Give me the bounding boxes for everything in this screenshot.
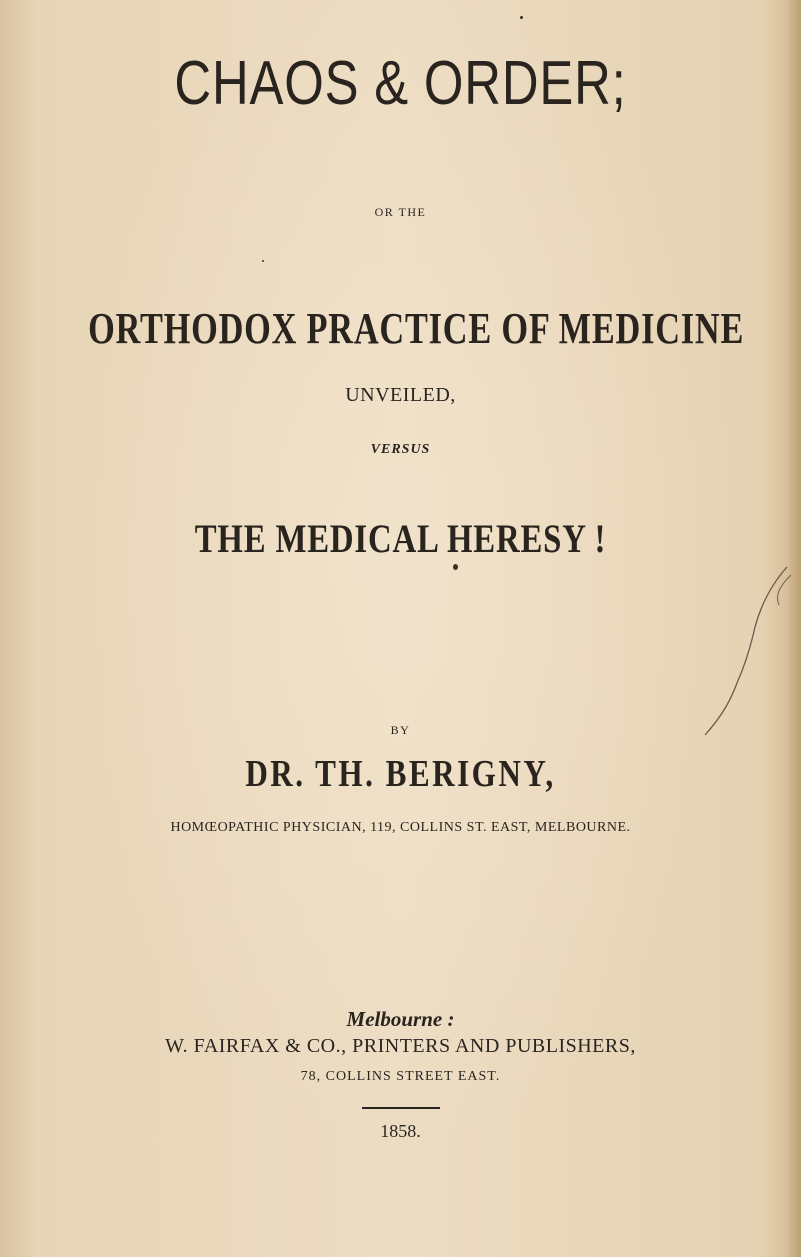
divider-rule	[362, 1107, 440, 1109]
publication-year: 1858.	[380, 1121, 421, 1141]
book-subtitle: ORTHODOX PRACTICE OF MEDICINE	[88, 304, 745, 353]
author-address: HOMŒOPATHIC PHYSICIAN, 119, COLLINS ST. EAST, MELBOURNE.	[170, 820, 631, 835]
ink-speck	[453, 564, 458, 570]
publication-place: Melbourne :	[346, 1007, 455, 1031]
versus-text: VERSUS	[370, 442, 431, 457]
ink-speck	[262, 260, 264, 262]
pencil-mark	[675, 565, 795, 755]
author-name: DR. TH. BERIGNY,	[245, 753, 556, 795]
printer-publisher: W. FAIRFAX & CO., PRINTERS AND PUBLISHERS,	[165, 1035, 636, 1057]
book-title: CHAOS & ORDER;	[174, 49, 627, 118]
heresy-heading: THE MEDICAL HERESY !	[194, 516, 607, 561]
by-text: BY	[390, 723, 411, 737]
or-the-text: OR THE	[374, 205, 427, 219]
ink-speck	[520, 16, 523, 19]
unveiled-text: UNVEILED,	[345, 384, 456, 406]
publisher-address: 78, COLLINS STREET EAST.	[300, 1069, 501, 1084]
